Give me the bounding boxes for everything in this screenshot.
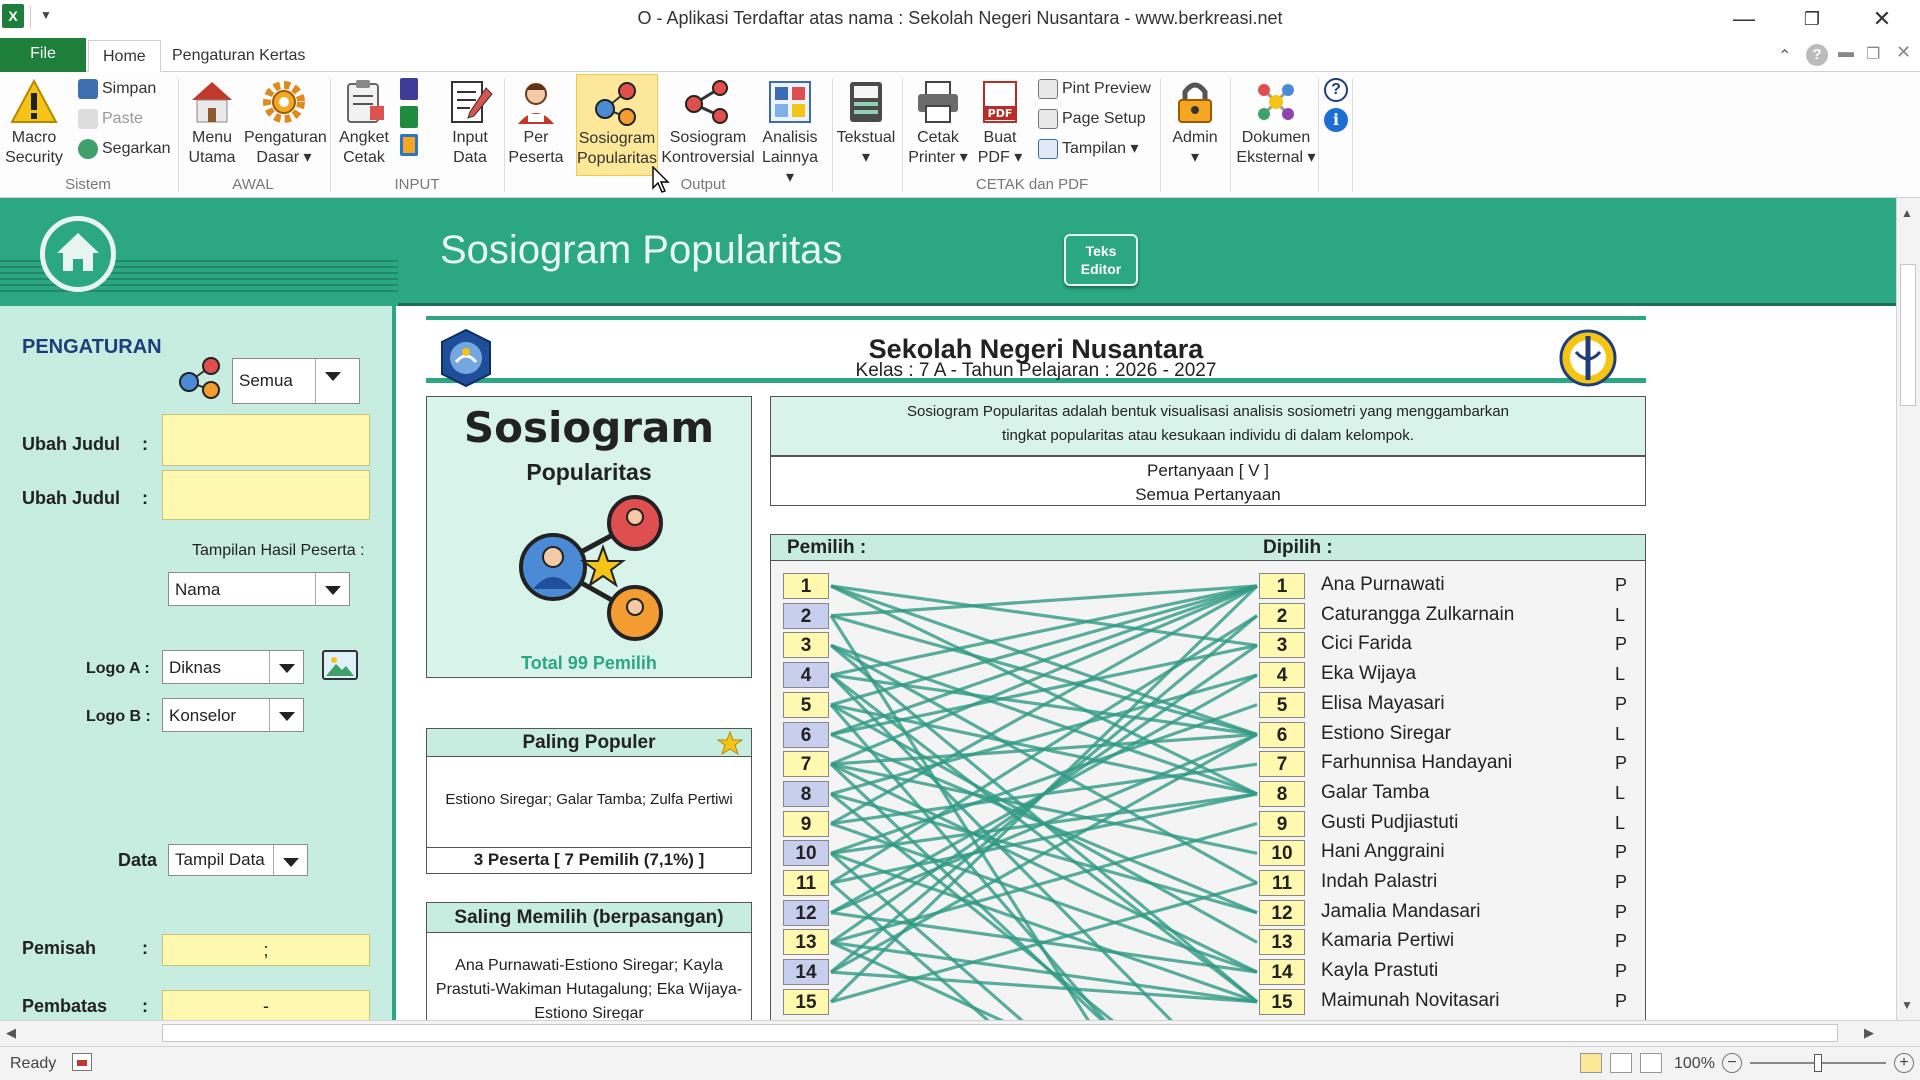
import-doc-icon[interactable] (400, 134, 418, 156)
admin-label-2: ▾ (1190, 149, 1200, 166)
pengaturan-dasar-label-1: Pengaturan (244, 129, 327, 146)
banner-left (0, 198, 398, 306)
description-line-1: Sosiogram Popularitas adalah bentuk visualisasi analisis sosiometri yang menggambarkan (907, 403, 1509, 420)
saling-line-1: Ana Purnawati-Estiono Siregar; Kayla (455, 957, 723, 974)
tab-file[interactable]: File (0, 38, 86, 72)
pemilih-number: 5 (783, 692, 829, 718)
workbook-minimize-icon[interactable]: ▬ (1838, 44, 1854, 61)
buat-pdf-button[interactable] (970, 78, 1030, 168)
angket-cetak-button[interactable] (334, 78, 394, 168)
dipilih-number: 12 (1259, 900, 1305, 926)
zoom-level: 100% (1674, 1055, 1715, 1072)
group-label-input: INPUT (394, 176, 440, 193)
pertanyaan-line-2: Semua Pertanyaan (1135, 485, 1281, 504)
student-name: Jamalia Mandasari (1321, 900, 1481, 922)
pemilih-number: 3 (783, 632, 829, 658)
group-separator (1230, 78, 1231, 192)
student-name: Maimunah Novitasari (1321, 989, 1500, 1011)
ribbon-collapse-icon[interactable]: ⌃ (1778, 48, 1792, 65)
scroll-down-icon[interactable]: ▼ (1901, 998, 1913, 1012)
word-doc-icon[interactable] (400, 78, 418, 100)
saling-memilih-title: Saling Memilih (berpasangan) (427, 903, 751, 933)
dipilih-number: 6 (1259, 722, 1305, 748)
scroll-thumb[interactable] (1900, 264, 1916, 406)
pemisah-label: Pemisah (22, 938, 97, 958)
pemilih-number: 10 (783, 840, 829, 866)
printer-icon (914, 78, 962, 126)
sosiogram-popularitas-label-2: Popularitas (577, 150, 658, 167)
student-gender: L (1615, 723, 1626, 744)
save-icon (78, 79, 98, 99)
report-area (400, 306, 1896, 1020)
scroll-right-icon[interactable]: ▶ (1864, 1025, 1874, 1040)
macro-security-label-1: Macro (11, 129, 57, 146)
dipilih-number: 10 (1259, 840, 1305, 866)
network-people-icon (174, 354, 228, 402)
admin-button[interactable] (1164, 78, 1226, 168)
lock-icon (1171, 78, 1219, 126)
buat-pdf-label-1: Buat (983, 129, 1017, 146)
dipilih-number: 14 (1259, 959, 1305, 985)
pemilih-number: 2 (783, 603, 829, 629)
student-gender: P (1615, 693, 1628, 714)
sosiogram-kontroversial-label-2: Kontroversial (661, 149, 755, 166)
info-icon[interactable]: i (1324, 108, 1348, 132)
scroll-thumb-h[interactable] (162, 1024, 1838, 1042)
zoom-slider[interactable] (1750, 1062, 1886, 1064)
workbook-close-icon[interactable]: ✕ (1896, 42, 1912, 62)
card-subtitle: Popularitas (526, 459, 652, 485)
connection-line (831, 735, 1257, 973)
teks-editor-label-2: Editor (1080, 261, 1122, 277)
cetak-printer-label-1: Cetak (917, 129, 959, 146)
dipilih-label: Dipilih : (1263, 537, 1333, 558)
tampilan-value: Nama (175, 580, 221, 599)
pertanyaan-box (770, 456, 1646, 506)
dipilih-number: 5 (1259, 692, 1305, 718)
star-icon (717, 731, 743, 755)
chevron-down-icon[interactable] (273, 845, 307, 875)
pemilih-label: Pemilih : (787, 537, 867, 558)
print-preview-icon (1038, 79, 1058, 99)
pemilih-number: 6 (783, 722, 829, 748)
colon-4: : (142, 996, 148, 1016)
dipilih-number: 13 (1259, 929, 1305, 955)
tampilan-label: Tampilan ▾ (1062, 140, 1139, 157)
description-box (770, 396, 1646, 456)
student-gender: L (1615, 664, 1626, 685)
sosiogram-card (426, 396, 752, 678)
dipilih-number: 4 (1259, 662, 1305, 688)
angket-cetak-label-1: Angket (339, 129, 389, 146)
description-line-2: tingkat popularitas atau kesukaan individu di dalam kelompok. (1002, 427, 1414, 444)
student-gender: P (1615, 961, 1628, 982)
analisis-lainnya-button[interactable] (756, 78, 824, 188)
student-name: Ana Purnawati (1321, 574, 1445, 595)
per-peserta-button[interactable] (508, 78, 564, 168)
pemilih-number: 13 (783, 929, 829, 955)
sosiogram-popularitas-label-1: Sosiogram (578, 130, 656, 147)
student-name: Galar Tamba (1321, 781, 1430, 803)
student-name: Kamaria Pertiwi (1321, 930, 1455, 952)
chevron-down-icon[interactable] (269, 651, 303, 683)
student-gender: P (1615, 931, 1628, 952)
pdf-icon (976, 78, 1024, 126)
group-label-awal: AWAL (232, 176, 274, 193)
pemilih-number: 7 (783, 751, 829, 777)
data-dropdown[interactable] (168, 844, 308, 876)
pertanyaan-line-1: Pertanyaan [ V ] (1147, 461, 1269, 480)
scroll-left-icon[interactable]: ◀ (6, 1025, 16, 1040)
person-icon (512, 78, 560, 126)
page-break-icon[interactable] (1640, 1053, 1662, 1073)
student-name: Gusti Pudjiastuti (1321, 811, 1459, 833)
tab-pengaturan-kertas[interactable]: Pengaturan Kertas (172, 47, 306, 64)
sosiogram-kontroversial-button[interactable] (660, 78, 756, 168)
ubah-judul-input-2[interactable] (162, 470, 370, 520)
colon-1: : (142, 434, 148, 454)
group-separator (504, 78, 505, 192)
group-separator (1318, 78, 1319, 192)
connection-line (831, 972, 1257, 1002)
input-data-label-2: Data (453, 149, 487, 166)
book-icon (842, 78, 890, 126)
paste-button[interactable] (78, 106, 143, 132)
connection-line (831, 586, 1257, 705)
logo-a-label: Logo A : (86, 660, 150, 677)
pemilih-number: 8 (783, 781, 829, 807)
group-separator (902, 78, 903, 192)
ribbon (0, 72, 1920, 198)
saling-line-2: Prastuti-Wakiman Hutagalung; Eka Wijaya- (435, 981, 743, 998)
pemilih-number: 9 (783, 811, 829, 837)
paste-label: Paste (102, 110, 143, 127)
student-gender: P (1615, 990, 1628, 1011)
chevron-down-icon[interactable] (315, 573, 349, 605)
network-people-icon (513, 495, 673, 645)
admin-label-1: Admin (1172, 129, 1218, 146)
paling-populer-box (426, 728, 752, 874)
teks-editor-button[interactable] (1064, 234, 1138, 286)
pemilih-number: 11 (783, 870, 829, 896)
colon-3: : (142, 938, 148, 958)
total-pemilih: Total 99 Pemilih (521, 653, 657, 673)
buat-pdf-label-2: PDF ▾ (977, 149, 1023, 166)
question-icon[interactable]: ? (1324, 78, 1348, 102)
student-gender: L (1615, 604, 1626, 625)
print-preview-button[interactable] (1038, 76, 1151, 102)
input-data-button[interactable] (440, 78, 500, 168)
tampilan-hasil-label: Tampilan Hasil Peserta : (192, 542, 365, 559)
edit-document-icon (446, 78, 494, 126)
filter-dropdown[interactable] (232, 358, 360, 404)
zoom-out-icon[interactable]: − (1722, 1053, 1742, 1073)
student-name: Caturangga Zulkarnain (1321, 603, 1515, 625)
student-name: Kayla Prastuti (1321, 960, 1439, 982)
student-gender: P (1615, 575, 1628, 595)
title-bar (0, 0, 1920, 38)
pemilih-number: 1 (783, 573, 829, 599)
student-gender: L (1615, 782, 1626, 803)
zoom-slider-thumb[interactable] (1814, 1054, 1822, 1072)
paste-icon (78, 109, 98, 129)
pemilih-number: 12 (783, 900, 829, 926)
colon-2: : (142, 488, 148, 508)
student-gender: L (1615, 812, 1626, 833)
normal-view-icon[interactable] (1580, 1053, 1602, 1073)
input-data-label-1: Input (452, 129, 488, 146)
print-preview-label: Pint Preview (1062, 80, 1151, 97)
simpan-button[interactable] (78, 76, 156, 102)
chevron-down-icon[interactable] (269, 699, 303, 731)
student-name: Estiono Siregar (1321, 722, 1451, 744)
menu-utama-button[interactable] (182, 78, 242, 168)
dipilih-number: 11 (1259, 870, 1305, 896)
logo-b-label: Logo B : (86, 708, 151, 725)
pengaturan-dasar-label-2: Dasar ▾ (256, 149, 312, 166)
pengaturan-dasar-button[interactable] (244, 78, 327, 168)
page-setup-button[interactable] (1038, 106, 1146, 132)
dipilih-number: 3 (1259, 632, 1305, 658)
banner-title: Sosiogram Popularitas (440, 228, 843, 272)
window-title: O - Aplikasi Terdaftar atas nama : Sekolah Negeri Nusantara - www.berkreasi.net (637, 8, 1283, 28)
pembatas-label: Pembatas (22, 996, 108, 1016)
ribbon-tabs (0, 38, 1920, 72)
tampilan-button[interactable] (1038, 136, 1139, 162)
vertical-scrollbar[interactable] (1896, 198, 1920, 1020)
connection-line (831, 675, 1257, 794)
segarkan-button[interactable] (78, 136, 171, 162)
per-peserta-label-2: Peserta (508, 149, 564, 166)
dipilih-number: 9 (1259, 811, 1305, 837)
analisis-lainnya-label-1: Analisis (762, 129, 818, 146)
student-name: Elisa Mayasari (1321, 692, 1445, 714)
school-name: Sekolah Negeri Nusantara (868, 334, 1204, 364)
molecule-icon (1252, 78, 1300, 126)
group-separator (1352, 78, 1353, 192)
segarkan-label: Segarkan (102, 140, 171, 157)
analysis-grid-icon (766, 78, 814, 126)
page-setup-label: Page Setup (1062, 110, 1146, 127)
help-icon[interactable]: ? (1806, 44, 1828, 66)
status-bar (0, 1046, 1920, 1080)
student-name: Indah Palastri (1321, 871, 1438, 892)
student-gender: P (1615, 634, 1628, 655)
pembatas-input[interactable]: - (162, 990, 370, 1020)
ubah-judul-label-1: Ubah Judul (22, 434, 120, 454)
class-info: Kelas : 7 A - Tahun Pelajaran : 2026 - 2027 (855, 360, 1217, 381)
dipilih-number: 7 (1259, 751, 1305, 777)
sheet-doc-icon[interactable] (400, 106, 418, 128)
menu-utama-label-2: Utama (188, 149, 236, 166)
dipilih-number: 8 (1259, 781, 1305, 807)
logo-b-value: Konselor (169, 706, 237, 725)
menu-utama-label-1: Menu (191, 129, 233, 146)
dipilih-number: 2 (1259, 603, 1305, 629)
data-value: Tampil Data (175, 850, 265, 869)
connection-line (831, 586, 1257, 824)
share-network-icon (684, 78, 732, 126)
zoom-in-icon[interactable]: + (1894, 1053, 1914, 1073)
tekstual-label-2: ▾ (861, 149, 871, 166)
tekstual-label-1: Tekstual (836, 129, 896, 146)
paling-populer-names: Estiono Siregar; Galar Tamba; Zulfa Pertiwi (445, 791, 733, 808)
cetak-printer-button[interactable] (906, 78, 970, 168)
status-ready: Ready (10, 1055, 57, 1072)
dipilih-number: 1 (1259, 573, 1305, 599)
header-top-line (426, 316, 1646, 320)
per-peserta-label-1: Per (523, 129, 549, 146)
student-gender: P (1615, 842, 1628, 863)
paling-populer-count: 3 Peserta [ 7 Pemilih (7,1%) ] (427, 847, 751, 870)
scroll-up-icon[interactable]: ▲ (1901, 206, 1913, 220)
saling-line-3: Estiono Siregar (534, 1005, 644, 1020)
student-gender: P (1615, 901, 1628, 922)
minimize-icon[interactable]: — (1733, 6, 1755, 31)
dipilih-number: 15 (1259, 989, 1305, 1015)
logo-a-dropdown[interactable] (162, 650, 304, 684)
image-picker-icon[interactable] (322, 650, 358, 680)
student-name: Eka Wijaya (1321, 663, 1417, 685)
qat-dropdown-icon[interactable]: ▼ (40, 8, 52, 22)
page-layout-icon[interactable] (1610, 1053, 1632, 1073)
paling-populer-title: Paling Populer (427, 729, 751, 757)
student-name: Farhunnisa Handayani (1321, 752, 1513, 774)
group-separator (1160, 78, 1161, 192)
analisis-lainnya-label-2: Lainnya ▾ (761, 149, 819, 186)
home-button[interactable] (40, 216, 116, 292)
close-icon[interactable]: ✕ (1872, 6, 1892, 31)
horizontal-scrollbar[interactable] (0, 1020, 1920, 1046)
restore-icon[interactable]: ❐ (1803, 9, 1821, 29)
logo-a-value: Diknas (169, 658, 221, 677)
settings-panel (0, 306, 396, 1020)
banner-stripe (0, 290, 398, 292)
tampilan-dropdown[interactable] (168, 572, 350, 606)
macro-security-button[interactable] (4, 78, 64, 168)
ubah-judul-label-2: Ubah Judul (22, 488, 120, 508)
dokumen-eksternal-label-2: Eksternal ▾ (1236, 149, 1316, 166)
data-label: Data (118, 850, 158, 870)
macro-record-icon[interactable] (72, 1053, 92, 1071)
group-label-cetak: CETAK dan PDF (975, 176, 1089, 193)
dokumen-eksternal-label-1: Dokumen (1241, 129, 1311, 146)
warning-icon (10, 78, 58, 126)
saling-memilih-box (426, 902, 752, 1020)
filter-value: Semua (239, 371, 293, 390)
group-separator (330, 78, 331, 192)
gear-icon (260, 78, 308, 126)
workbook-restore-icon[interactable]: ❐ (1866, 46, 1881, 63)
student-gender: P (1615, 753, 1628, 774)
dokumen-eksternal-button[interactable] (1234, 78, 1318, 168)
tampilan-icon (1038, 139, 1058, 159)
tab-home[interactable]: Home (88, 40, 161, 72)
student-name: Cici Farida (1321, 633, 1412, 655)
worksheet (0, 198, 1896, 1020)
sosiogram-kontroversial-label-1: Sosiogram (669, 129, 747, 146)
sosiogram-graph (770, 534, 1646, 1020)
sosiogram-popularitas-button[interactable] (576, 74, 658, 176)
svg-text:PDF: PDF (987, 107, 1013, 120)
card-title: Sosiogram (463, 403, 715, 452)
excel-icon[interactable]: X (2, 4, 24, 28)
pemilih-number: 14 (783, 959, 829, 985)
network-people-icon (593, 79, 641, 127)
pemilih-number: 4 (783, 662, 829, 688)
chevron-down-icon[interactable] (315, 359, 359, 403)
tekstual-button[interactable] (836, 78, 896, 168)
home-icon (45, 221, 111, 287)
pemisah-input[interactable]: ; (162, 934, 370, 966)
logo-b-dropdown[interactable] (162, 698, 304, 732)
teks-editor-label-1: Teks (1085, 243, 1117, 259)
student-gender: P (1615, 872, 1628, 892)
page-setup-icon (1038, 109, 1058, 129)
group-separator (178, 78, 179, 192)
group-label-sistem: Sistem (65, 176, 111, 193)
clipboard-icon (340, 78, 388, 126)
pemilih-number: 15 (783, 989, 829, 1015)
pengaturan-heading: PENGATURAN (22, 336, 162, 358)
macro-security-label-2: Security (5, 149, 63, 166)
refresh-icon (78, 139, 98, 159)
house-icon (188, 78, 236, 126)
cetak-printer-label-2: Printer ▾ (908, 149, 968, 166)
group-label-output: Output (680, 176, 726, 193)
ubah-judul-input-1[interactable] (162, 414, 370, 466)
angket-cetak-label-2: Cetak (343, 149, 385, 166)
group-separator (832, 78, 833, 192)
student-name: Hani Anggraini (1321, 841, 1445, 863)
simpan-label: Simpan (102, 80, 157, 97)
